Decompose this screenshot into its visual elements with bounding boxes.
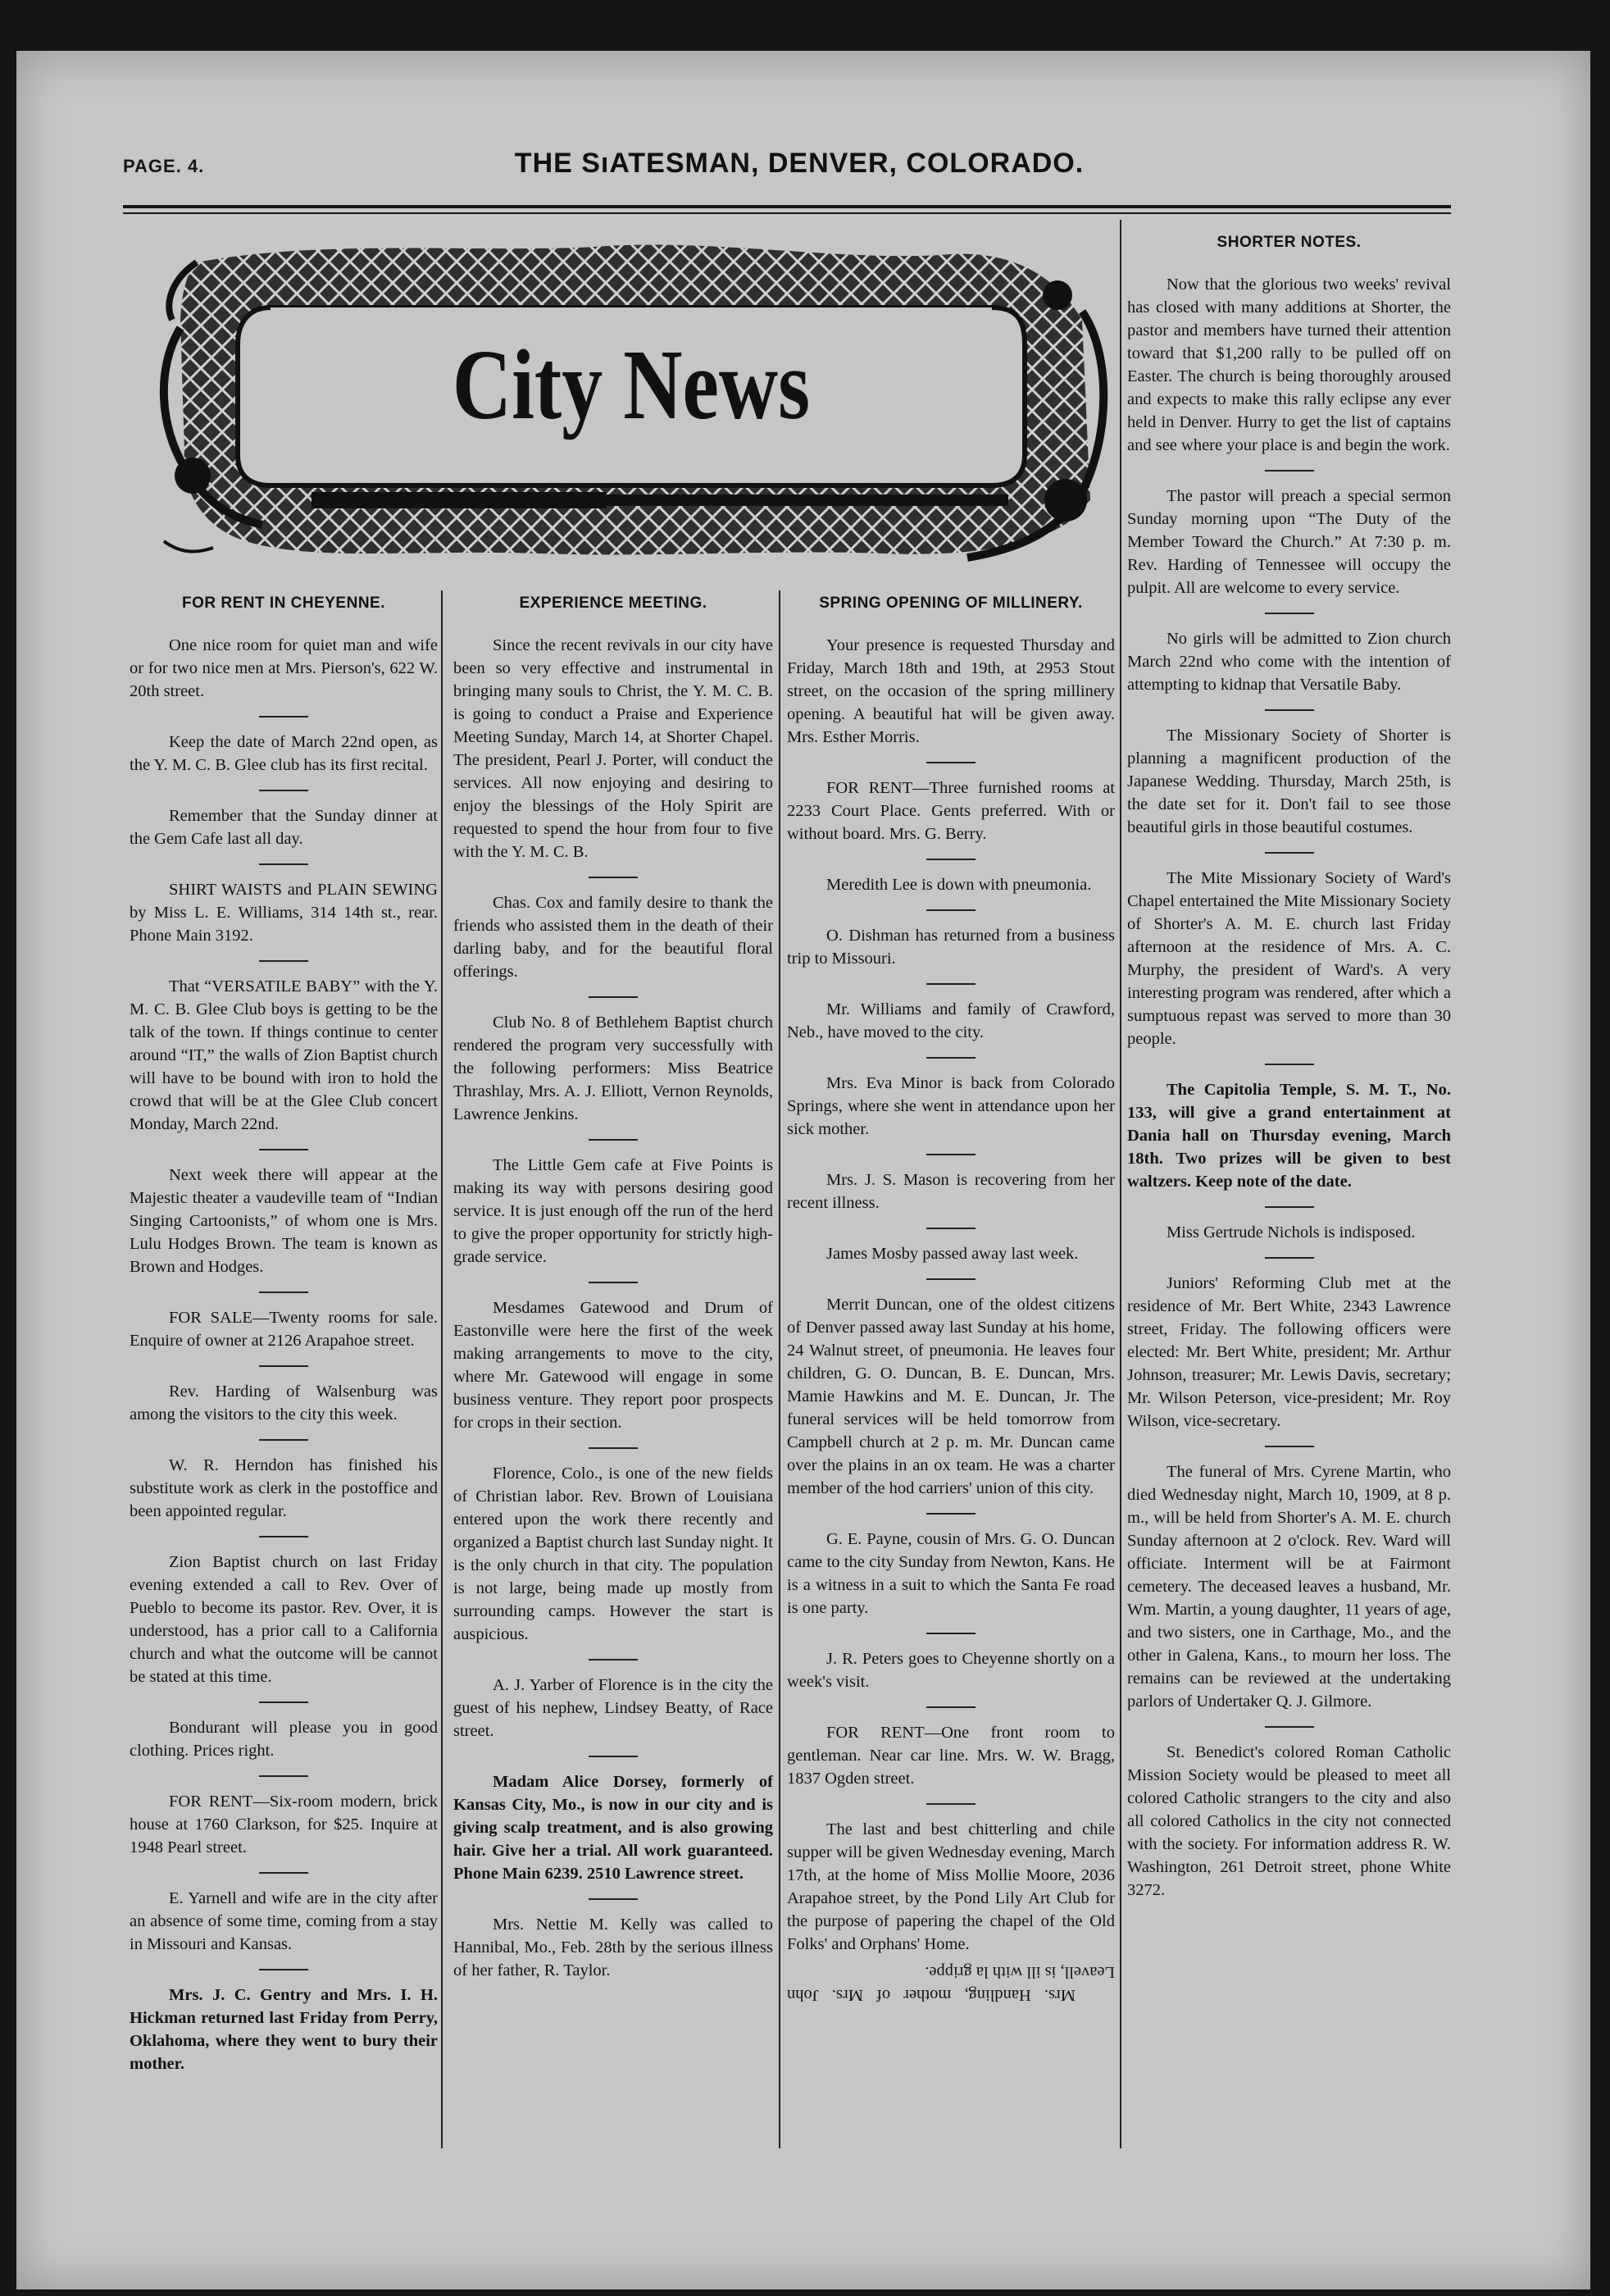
news-item: Chas. Cox and family desire to thank the friends who assisted them in the death of their darling baby, and for the beautiful floral offerings.	[453, 894, 773, 981]
news-item: Rev. Harding of Walsenburg was among the visitors to the city this week.	[130, 1383, 438, 1424]
item-separator	[926, 762, 976, 763]
column-heading: EXPERIENCE MEETING.	[519, 594, 707, 612]
item-separator	[926, 1057, 976, 1059]
header-rule-thin	[123, 212, 1451, 214]
item-separator	[926, 1154, 976, 1155]
news-item: The funeral of Mrs. Cyrene Martin, who died Wednesday night, March 10, 1909, at 8 p. m., will be held from Shorter's A. M. E. church Sunday afternoon at 2 o'clock. Rev. Ward will officiate. Interment will be at Fairmont cemetery. The deceased leaves a husband, Mr. Wm. Martin, a young daughter, 11 years of age, and two sisters, one in Carthage, Mo., and the other in Galena, Kans., to mourn her loss. The remains can be reviewed at the undertaking parlors of Undertaker Q. J. Gilmore.	[1127, 1463, 1451, 1711]
newspaper-title: THE SıATESMAN, DENVER, COLORADO.	[514, 148, 1085, 179]
item-separator	[1265, 709, 1314, 711]
upside-down-news-item: Mrs. Handling, mother of Mrs. John Leavell, is ill with la grippe.	[787, 1963, 1115, 2004]
news-item: A. J. Yarber of Florence is in the city the guest of his nephew, Lindsey Beatty, of Race street.	[453, 1676, 773, 1740]
item-separator	[589, 996, 638, 998]
item-separator	[926, 1706, 976, 1708]
news-item: Since the recent revivals in our city have been so very effective and instrumental in bringing many souls to Christ, the Y. M. C. B. is going to conduct a Praise and Experience Meeting Sunday, March 14, at Shorter Chapel. The president, Pearl J. Porter, will conduct the services. All now enjoying and desiring to enjoy the blessings of the Holy Spirit are requested to spend the hour from four to five with the Y. M. C. B.	[453, 636, 773, 861]
item-separator	[259, 1702, 308, 1703]
news-item: Miss Gertrude Nichols is indisposed.	[1167, 1223, 1416, 1241]
item-separator	[1265, 613, 1314, 614]
news-item: Mrs. Eva Minor is back from Colorado Springs, where she went in attendance upon her sick mother.	[787, 1074, 1115, 1138]
item-separator	[259, 1292, 308, 1293]
column-heading: SHORTER NOTES.	[1217, 234, 1362, 251]
column-heading: FOR RENT IN CHEYENNE.	[181, 594, 386, 612]
column-divider	[779, 590, 780, 2148]
item-separator	[926, 1228, 976, 1229]
column-1	[130, 594, 438, 2075]
news-item: Mrs. J. S. Mason is recovering from her recent illness.	[787, 1171, 1115, 1212]
news-item: Florence, Colo., is one of the new fields of Christian labor. Rev. Brown of Louisiana entered upon the work there recently and organized a Baptist church last Sunday night. It is the only church in that city. The population is not large, being made up mostly from surrounding camps. However the start is auspicious.	[453, 1465, 773, 1643]
item-separator	[926, 983, 976, 985]
item-separator	[1265, 1206, 1314, 1208]
item-separator	[926, 1803, 976, 1805]
item-separator	[1265, 1257, 1314, 1259]
item-separator	[259, 1439, 308, 1441]
item-separator	[259, 1536, 308, 1538]
page-number: PAGE. 4.	[123, 156, 205, 176]
news-item: No girls will be admitted to Zion church March 22nd who come with the intention of attempting to kidnap that Versatile Baby.	[1127, 630, 1451, 694]
item-separator	[259, 863, 308, 865]
news-item: The Missionary Society of Shorter is planning a magnificent production of the Japanese Wedding. Thursday, March 25th, is the date set for it. Don't fail to see those beautiful girls in those beautiful costumes.	[1127, 727, 1451, 836]
item-separator	[589, 1898, 638, 1900]
news-item: Now that the glorious two weeks' revival has closed with many additions at Shorter, the pastor and members have turned their attention toward that $1,200 rally to be pulled off on Easter. The church is being thoroughly aroused and expects to make this rally eclipse any ever held in Denver. Hurry to get the list of captains and see where your place is and begin the work.	[1127, 276, 1451, 454]
column-divider	[1120, 220, 1121, 2148]
news-item: Meredith Lee is down with pneumonia.	[826, 876, 1092, 894]
news-item: SHIRT WAISTS and PLAIN SEWING by Miss L. E. Williams, 314 14th st., rear. Phone Main 3192.	[130, 881, 438, 945]
news-item: Your presence is requested Thursday and Friday, March 18th and 19th, at 2953 Stout street, on the occasion of the spring millinery opening. A beautiful hat will be given away. Mrs. Esther Morris.	[787, 636, 1115, 746]
news-item: Merrit Duncan, one of the oldest citizens of Denver passed away last Sunday at his home, 24 Walnut street, of pneumonia. He leaves four children, G. O. Duncan, B. E. Duncan, Mrs. Mamie Hawkins and M. E. Duncan, Jr. The funeral services will be held tomorrow from Campbell church at 2 p. m. Mr. Duncan came over the plains in an ox team. He was a charter member of the hod carriers' union of this city.	[787, 1296, 1115, 1497]
item-separator	[589, 877, 638, 878]
city-news-banner	[148, 230, 1115, 574]
news-item: Juniors' Reforming Club met at the residence of Mr. Bert White, 2343 Lawrence street, Friday. The following officers were elected: Mr. Bert White, president; Mr. Arthur Johnson, treasurer; Mr. Lewis Davis, secretary; Mr. Wilson Peterson, vice-president; Mr. Roy Wilson, vice-secretary.	[1127, 1274, 1451, 1430]
column-3	[787, 594, 1115, 2007]
item-separator	[259, 1775, 308, 1777]
news-item: James Mosby passed away last week.	[826, 1245, 1079, 1263]
news-item: E. Yarnell and wife are in the city after an absence of some time, coming from a stay in Missouri and Kansas.	[130, 1889, 438, 1953]
news-item: Mrs. J. C. Gentry and Mrs. I. H. Hickman returned last Friday from Perry, Oklahoma, where they went to bury their mother.	[130, 1986, 438, 2073]
news-item: Mesdames Gatewood and Drum of Eastonville were here the first of the week making arrangements to move to the city, where Mr. Gatewood will engage in some business venture. They report poor prospects for crops in their section.	[453, 1299, 773, 1432]
news-item: The last and best chitterling and chile supper will be given Wednesday evening, March 17th, at the home of Miss Mollie Moore, 2036 Arapahoe street, by the Pond Lily Art Club for the purpose of papering the chapel of the Old Folks' and Orphans' Home.	[787, 1820, 1115, 1953]
news-item: Madam Alice Dorsey, formerly of Kansas City, Mo., is now in our city and is giving scalp treatment, and is also growing hair. Give her a trial. All work guaranteed. Phone Main 6239. 2510 Lawrence street.	[453, 1773, 773, 1883]
item-separator	[259, 1149, 308, 1150]
news-item: Mr. Williams and family of Crawford, Neb., have moved to the city.	[787, 1000, 1115, 1041]
column-2	[453, 594, 773, 1982]
news-item: The pastor will preach a special sermon Sunday morning upon “The Duty of the Member Toward the Church.” At 7:30 p. m. Rev. Harding of Tennessee will occupy the pulpit. All are welcome to every service.	[1127, 487, 1451, 597]
news-item: The Little Gem cafe at Five Points is making its way with persons desiring good service. It is just enough off the run of the herd to give the proper opportunity for strictly high-grade service.	[453, 1156, 773, 1266]
item-separator	[1265, 470, 1314, 472]
item-separator	[1265, 1726, 1314, 1728]
news-item: The Mite Missionary Society of Ward's Chapel entertained the Mite Missionary Society of Shorter's A. M. E. church last Friday afternoon at the residence of Mrs. A. C. Murphy, the president of Ward's. A very interesting program was rendered, after which a sumptuous repast was served to more than 30 people.	[1127, 869, 1451, 1048]
news-item: St. Benedict's colored Roman Catholic Mission Society would be pleased to meet all colored Catholic strangers to the city and also all colored Catholics in the city not connected with the society. For information address R. W. Washington, 261 Detroit street, phone White 3272.	[1127, 1743, 1451, 1899]
item-separator	[926, 909, 976, 911]
news-item: FOR RENT—Six-room modern, brick house at 1760 Clarkson, for $25. Inquire at 1948 Pearl street.	[130, 1793, 438, 1856]
column-heading: SPRING OPENING OF MILLINERY.	[819, 594, 1083, 612]
news-item: Keep the date of March 22nd open, as the Y. M. C. B. Glee club has its first recital.	[130, 733, 438, 774]
news-item: Remember that the Sunday dinner at the Gem Cafe last all day.	[130, 807, 438, 848]
item-separator	[259, 716, 308, 718]
news-item: Zion Baptist church on last Friday evening extended a call to Rev. Over of Pueblo to become its pastor. Rev. Over, it is understood, has a prior call to a California church and what the outcome will be cannot be stated at this time.	[130, 1553, 438, 1686]
news-item: One nice room for quiet man and wife or for two nice men at Mrs. Pierson's, 622 W. 20th street.	[130, 636, 438, 700]
header-rule-thick	[123, 205, 1451, 208]
column-4	[1127, 234, 1451, 1902]
banner-title: City News	[452, 330, 811, 440]
news-item: FOR RENT—Three furnished rooms at 2233 Court Place. Gents preferred. With or without board. Mrs. G. Berry.	[787, 779, 1115, 843]
item-separator	[1265, 1064, 1314, 1065]
item-separator	[259, 1969, 308, 1970]
item-separator	[589, 1282, 638, 1283]
masthead	[123, 148, 1451, 197]
item-separator	[589, 1139, 638, 1141]
news-item: FOR SALE—Twenty rooms for sale. Enquire of owner at 2126 Arapahoe street.	[130, 1309, 438, 1350]
item-separator	[1265, 852, 1314, 854]
news-item: J. R. Peters goes to Cheyenne shortly on a week's visit.	[787, 1650, 1115, 1691]
item-separator	[259, 1872, 308, 1874]
item-separator	[589, 1756, 638, 1757]
news-item: Mrs. Nettie M. Kelly was called to Hannibal, Mo., Feb. 28th by the serious illness of her father, R. Taylor.	[453, 1916, 773, 1979]
news-item: G. E. Payne, cousin of Mrs. G. O. Duncan came to the city Sunday from Newton, Kans. He is a witness in a suit to which the Santa Fe road is one party.	[787, 1530, 1115, 1617]
item-separator	[926, 1278, 976, 1280]
news-item: That “VERSATILE BABY” with the Y. M. C. B. Glee Club boys is getting to be the talk of the town. If things continue to center around “IT,” the walls of Zion Baptist church will have to be bound with iron to hold the crowd that will be at the Glee Club concert Monday, March 22nd.	[130, 977, 438, 1133]
news-item: Bondurant will please you in good clothing. Prices right.	[130, 1719, 438, 1760]
column-divider	[441, 590, 443, 2148]
item-separator	[259, 1365, 308, 1367]
news-item: The Capitolia Temple, S. M. T., No. 133, will give a grand entertainment at Dania hall on Thursday evening, March 18th. Two prizes will be given to best waltzers. Keep note of the date.	[1127, 1081, 1451, 1191]
item-separator	[589, 1447, 638, 1449]
item-separator	[259, 790, 308, 791]
news-item: Club No. 8 of Bethlehem Baptist church rendered the program very successfully with the following performers: Miss Beatrice Thrashlay, Mrs. A. J. Elliott, Vernon Reynolds, Lawrence Jenkins.	[453, 1014, 773, 1123]
item-separator	[259, 960, 308, 962]
item-separator	[1265, 1446, 1314, 1447]
item-separator	[589, 1659, 638, 1660]
news-item: W. R. Herndon has finished his substitute work as clerk in the postoffice and been appointed regular.	[130, 1456, 438, 1520]
item-separator	[926, 1513, 976, 1515]
news-item: FOR RENT—One front room to gentleman. Near car line. Mrs. W. W. Bragg, 1837 Ogden street.	[787, 1724, 1115, 1788]
item-separator	[926, 859, 976, 860]
news-item: O. Dishman has returned from a business trip to Missouri.	[787, 927, 1115, 968]
item-separator	[926, 1633, 976, 1634]
news-item: Next week there will appear at the Majestic theater a vaudeville team of “Indian Singing Cartoonists,” of whom one is Mrs. Lulu Hodges Brown. The team is known as Brown and Hodges.	[130, 1166, 438, 1276]
